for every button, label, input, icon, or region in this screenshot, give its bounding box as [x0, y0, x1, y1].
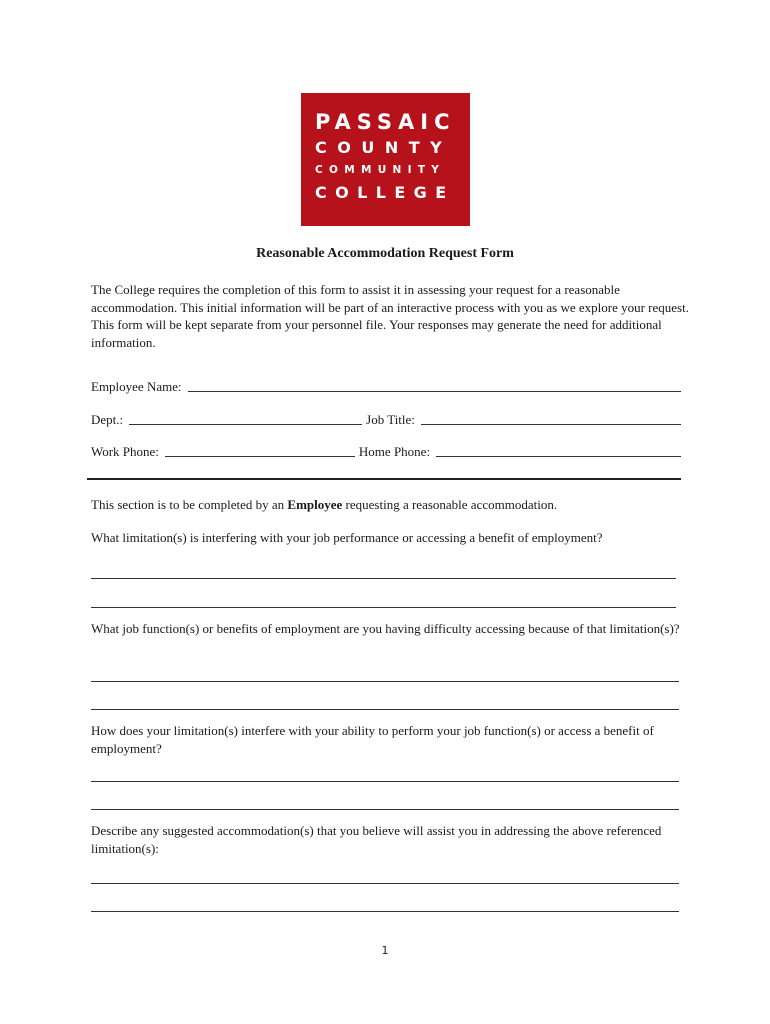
logo-line-passaic: PASSAIC: [315, 110, 456, 134]
logo-line-county: COUNTY: [315, 138, 453, 157]
page-number: 1: [381, 944, 389, 957]
answer-4-line-1[interactable]: [91, 883, 679, 884]
answer-1-line-2[interactable]: [91, 607, 676, 608]
section-divider: [87, 478, 681, 480]
form-title: Reasonable Accommodation Request Form: [256, 246, 514, 261]
logo-line-college: COLLEGE: [315, 183, 455, 202]
job-title-label: Job Title:: [366, 412, 415, 427]
intro-paragraph: The College requires the completion of this form to assist it in assessing your request for a reasonable accommodation. This initial information will be part of an interactive process with you as we explore your request. This form will be kept separate from your personnel file. Your responses may generate the need for additional information.: [91, 282, 689, 350]
employee-name-row: [91, 379, 681, 395]
dept-label: Dept.:: [91, 412, 124, 427]
employee-name-field[interactable]: [188, 390, 681, 392]
job-title-field[interactable]: [421, 423, 681, 425]
answer-3-line-1[interactable]: [91, 781, 679, 782]
answer-2-line-2[interactable]: [91, 709, 679, 710]
work-phone-label: Work Phone:: [91, 444, 159, 459]
work-phone-field[interactable]: [165, 455, 355, 457]
question-3: How does your limitation(s) interfere with your ability to perform your job function(s) or access a benefit of employment?: [91, 723, 654, 756]
section-emphasis: Employee: [287, 497, 343, 512]
section-prefix: This section is to be completed by an: [91, 497, 288, 512]
dept-jobtitle-row: [91, 412, 681, 428]
answer-3-line-2[interactable]: [91, 809, 679, 810]
dept-field[interactable]: [129, 423, 362, 425]
answer-1-line-1[interactable]: [91, 578, 676, 579]
logo-line-community: COMMUNITY: [315, 164, 446, 176]
answer-4-line-2[interactable]: [91, 911, 679, 912]
answer-2-line-1[interactable]: [91, 681, 679, 682]
question-4: Describe any suggested accommodation(s) that you believe will assist you in addressing the above referenced limitation(s):: [91, 823, 662, 856]
college-logo: [301, 93, 470, 226]
section-instruction: [91, 496, 691, 514]
phone-row: [91, 444, 681, 460]
section-suffix: requesting a reasonable accommodation.: [342, 497, 558, 512]
question-1: What limitation(s) is interfering with your job performance or accessing a benefit of employment?: [91, 530, 603, 545]
employee-name-label: Employee Name:: [91, 379, 182, 394]
question-2: What job function(s) or benefits of employment are you having difficulty accessing because of that limitation(s)?: [91, 621, 680, 636]
home-phone-field[interactable]: [436, 455, 681, 457]
home-phone-label: Home Phone:: [358, 444, 431, 459]
